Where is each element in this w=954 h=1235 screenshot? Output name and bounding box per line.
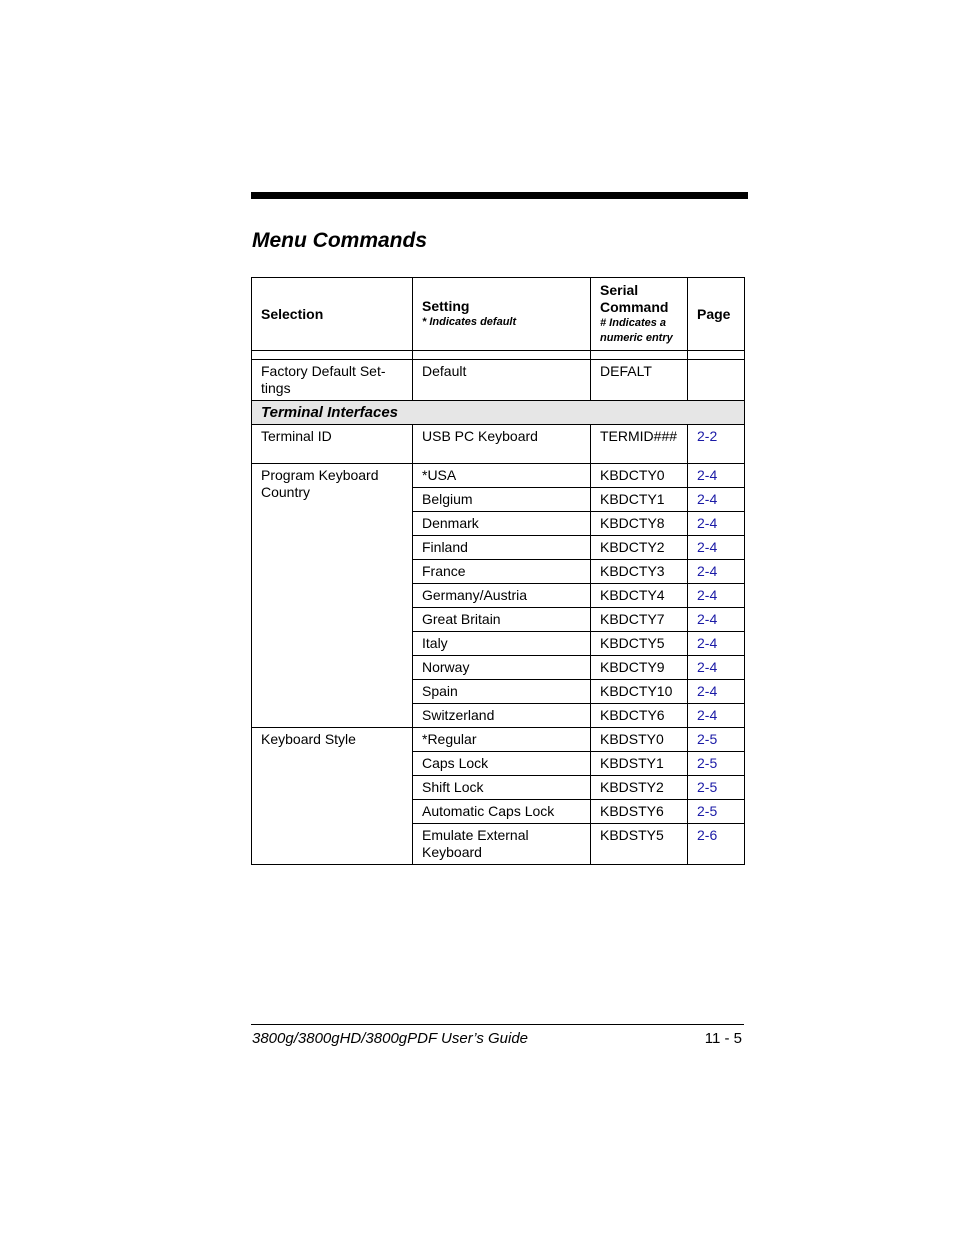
header-page: Page xyxy=(688,278,745,351)
factory-selection: Factory Default Set-tings xyxy=(252,360,413,401)
page-link[interactable]: 2-4 xyxy=(688,560,745,584)
menu-commands-table xyxy=(251,277,745,865)
setting-cell: Caps Lock xyxy=(413,752,591,776)
command-cell: KBDCTY3 xyxy=(591,560,688,584)
top-rule xyxy=(251,192,748,199)
command-cell: KBDCTY9 xyxy=(591,656,688,680)
table-header-row xyxy=(252,278,745,351)
header-serial-note-1: # Indicates a xyxy=(600,317,667,329)
header-selection: Selection xyxy=(252,278,413,351)
page-link[interactable]: 2-5 xyxy=(688,800,745,824)
keyboard-country-selection: Program Keyboard Country xyxy=(252,464,413,728)
page-link[interactable]: 2-4 xyxy=(688,536,745,560)
setting-cell: Italy xyxy=(413,632,591,656)
page-link[interactable]: 2-4 xyxy=(688,704,745,728)
footer-guide-title: 3800g/3800gHD/3800gPDF User’s Guide xyxy=(252,1030,529,1047)
header-serial-label-2: Command xyxy=(600,299,669,315)
command-cell: KBDCTY2 xyxy=(591,536,688,560)
header-setting xyxy=(413,278,591,351)
command-cell: KBDSTY1 xyxy=(591,752,688,776)
section-row-terminal-interfaces xyxy=(252,401,745,425)
command-cell: KBDSTY0 xyxy=(591,728,688,752)
table-row-factory-default xyxy=(252,360,745,401)
page-link[interactable]: 2-5 xyxy=(688,752,745,776)
command-cell: KBDCTY1 xyxy=(591,488,688,512)
command-cell: KBDSTY6 xyxy=(591,800,688,824)
page-link[interactable]: 2-6 xyxy=(688,824,745,865)
page-link[interactable]: 2-4 xyxy=(688,584,745,608)
command-cell: KBDCTY4 xyxy=(591,584,688,608)
setting-cell: Switzerland xyxy=(413,704,591,728)
header-setting-label: Setting xyxy=(422,298,470,314)
keyboard-country-group xyxy=(252,464,745,728)
page-link[interactable]: 2-4 xyxy=(688,608,745,632)
setting-cell: Finland xyxy=(413,536,591,560)
setting-cell: Shift Lock xyxy=(413,776,591,800)
footer-rule xyxy=(251,1024,744,1025)
command-cell: KBDSTY5 xyxy=(591,824,688,865)
header-gap xyxy=(252,351,745,360)
page-link[interactable]: 2-4 xyxy=(688,464,745,488)
page-link[interactable]: 2-4 xyxy=(688,512,745,536)
setting-cell: Belgium xyxy=(413,488,591,512)
command-cell: KBDCTY7 xyxy=(591,608,688,632)
header-serial-command xyxy=(591,278,688,351)
terminal-id-command: TERMID### xyxy=(591,425,688,464)
page-link[interactable]: 2-5 xyxy=(688,728,745,752)
setting-cell: Emulate External Keyboard xyxy=(413,824,591,865)
table-row-terminal-id xyxy=(252,425,745,464)
header-serial-note-2: numeric entry xyxy=(600,332,673,344)
keyboard-style-group xyxy=(252,728,745,865)
section-title: Terminal Interfaces xyxy=(252,401,745,425)
setting-cell: Norway xyxy=(413,656,591,680)
factory-page xyxy=(688,360,745,401)
table-row xyxy=(252,464,745,488)
setting-cell: France xyxy=(413,560,591,584)
page-link[interactable]: 2-4 xyxy=(688,656,745,680)
command-cell: KBDCTY0 xyxy=(591,464,688,488)
footer-page-number: 11 - 5 xyxy=(704,1030,742,1047)
header-serial-label-1: Serial xyxy=(600,282,639,298)
setting-cell: *Regular xyxy=(413,728,591,752)
setting-cell: Great Britain xyxy=(413,608,591,632)
table-row xyxy=(252,728,745,752)
page-link[interactable]: 2-4 xyxy=(688,488,745,512)
page-title: Menu Commands xyxy=(252,229,428,252)
header-setting-note: * Indicates default xyxy=(422,316,517,328)
page-link[interactable]: 2-4 xyxy=(688,680,745,704)
factory-setting: Default xyxy=(413,360,591,401)
factory-command: DEFALT xyxy=(591,360,688,401)
terminal-id-selection: Terminal ID xyxy=(252,425,413,464)
command-cell: KBDCTY5 xyxy=(591,632,688,656)
terminal-id-page-link[interactable]: 2-2 xyxy=(688,425,745,464)
command-cell: KBDCTY10 xyxy=(591,680,688,704)
setting-cell: Automatic Caps Lock xyxy=(413,800,591,824)
terminal-id-setting: USB PC Keyboard xyxy=(413,425,591,464)
setting-cell: Germany/Austria xyxy=(413,584,591,608)
page-link[interactable]: 2-5 xyxy=(688,776,745,800)
page-link[interactable]: 2-4 xyxy=(688,632,745,656)
setting-cell: Denmark xyxy=(413,512,591,536)
setting-cell: *USA xyxy=(413,464,591,488)
command-cell: KBDCTY8 xyxy=(591,512,688,536)
setting-cell: Spain xyxy=(413,680,591,704)
command-cell: KBDCTY6 xyxy=(591,704,688,728)
keyboard-style-selection: Keyboard Style xyxy=(252,728,413,865)
command-cell: KBDSTY2 xyxy=(591,776,688,800)
